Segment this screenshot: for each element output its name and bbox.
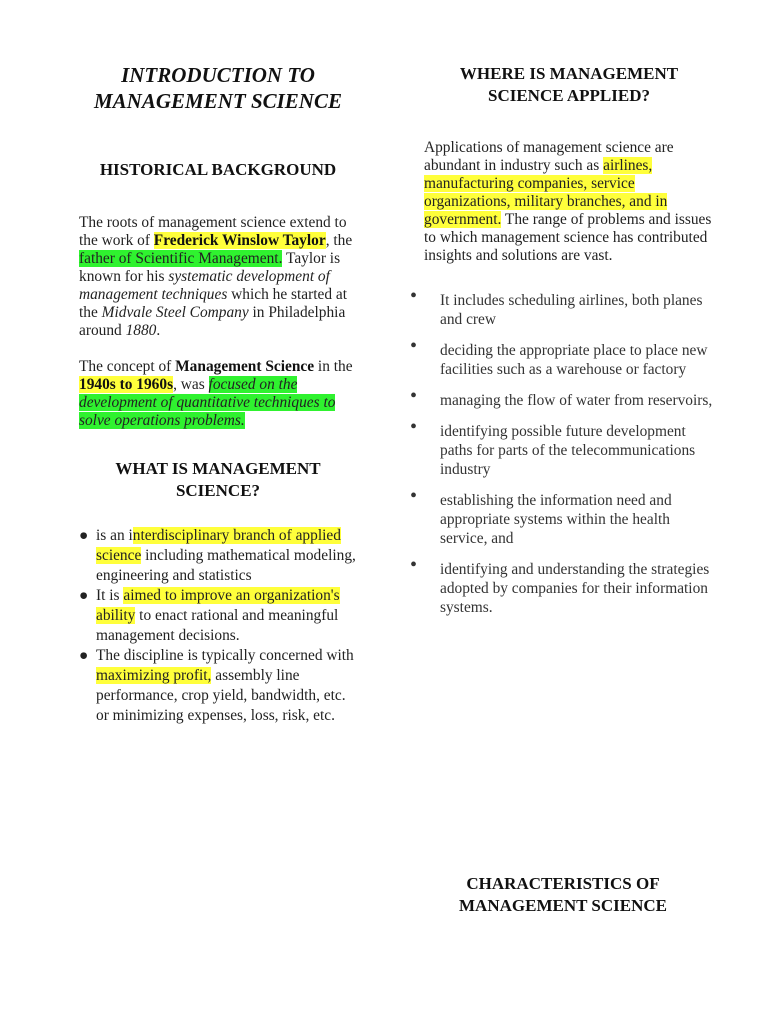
text-run: . <box>156 322 161 339</box>
applications-highlight: airlines, manufacturing companies, service organizations, military branches, and in government. <box>424 157 668 228</box>
document-title: INTRODUCTION TO MANAGEMENT SCIENCE <box>94 63 342 113</box>
list-item <box>410 554 714 617</box>
text-run: The roots of management science extend to the work of <box>79 214 347 249</box>
where-applied-heading: WHERE IS MANAGEMENT SCIENCE APPLIED? <box>459 64 679 105</box>
father-of-sm-highlight: father of Scientific Management. <box>79 250 283 267</box>
list-item <box>410 485 714 548</box>
bullet-dot-icon: • <box>410 385 418 407</box>
text-run: , was <box>173 376 209 393</box>
list-item-text: deciding the appropriate place to place new facilities such as a warehouse or factory <box>440 342 708 378</box>
bullet-dot-icon: • <box>410 485 418 507</box>
text-run: The discipline is typically concerned with <box>96 647 354 664</box>
text-run: , the <box>325 232 353 249</box>
left-column <box>79 62 357 726</box>
taylor-name-highlight: Frederick Winslow Taylor <box>153 232 326 249</box>
bullet-dot-icon: ● <box>79 587 89 604</box>
focus-highlight: focused on the development of quantitative techniques to solve operations problems. <box>79 376 336 429</box>
bullet-dot-icon: ● <box>79 527 89 544</box>
list-item <box>410 385 714 410</box>
list-item <box>79 526 357 586</box>
text-run: Applications of management science are abundant in industry such as <box>424 139 674 174</box>
list-item <box>410 285 714 329</box>
text-run: Taylor is known for his <box>79 250 341 285</box>
what-is-ms-heading: WHAT IS MANAGEMENT SCIENCE? <box>115 459 321 500</box>
year-italic: 1880 <box>125 322 157 339</box>
historical-paragraph-2 <box>79 358 357 430</box>
highlight: maximizing profit, <box>96 667 212 684</box>
text-run: It is <box>96 587 124 604</box>
text-run: which he started at the <box>79 286 347 321</box>
historical-paragraph-1 <box>79 214 357 340</box>
applications-list <box>410 285 714 617</box>
applications-paragraph <box>424 139 714 265</box>
text-run: assembly line performance, crop yield, bandwidth, etc. or minimizing expenses, loss, risk, etc. <box>96 667 346 724</box>
list-item <box>410 335 714 379</box>
list-item-text: identifying possible future development paths for parts of the telecommunications industry <box>440 423 696 478</box>
text-run: is an i <box>96 527 133 544</box>
list-item <box>79 646 357 726</box>
text-run: to enact rational and meaningful management decisions. <box>96 607 339 644</box>
what-is-ms-list <box>79 526 357 726</box>
text-run: in Philadelphia around <box>79 304 346 339</box>
list-item-text: managing the flow of water from reservoirs, <box>440 392 713 409</box>
list-item <box>79 586 357 646</box>
text-run: The concept of <box>79 358 176 375</box>
highlight: nterdisciplinary branch of applied science <box>96 527 341 564</box>
text-run: The range of problems and issues to which management science has contributed insights and solutions are vast. <box>424 211 712 264</box>
text-run: including mathematical modeling, engineering and statistics <box>96 547 356 584</box>
highlight: aimed to improve an organization's ability <box>96 587 340 624</box>
list-item-text: It includes scheduling airlines, both planes and crew <box>440 292 703 328</box>
bullet-dot-icon: • <box>410 416 418 438</box>
bullet-dot-icon: • <box>410 554 418 576</box>
era-highlight: 1940s to 1960s <box>79 376 174 393</box>
systematic-italic: systematic development of management techniques <box>79 268 330 303</box>
bullet-dot-icon: • <box>410 335 418 357</box>
historical-background-heading: HISTORICAL BACKGROUND <box>99 160 337 179</box>
concept-bold: Management Science <box>175 358 315 375</box>
text-run: in the <box>314 358 353 375</box>
right-column <box>410 63 714 629</box>
list-item-text: identifying and understanding the strategies adopted by companies for their information systems. <box>440 561 710 616</box>
bullet-dot-icon: • <box>410 285 418 307</box>
characteristics-heading: CHARACTERISTICS OF MANAGEMENT SCIENCE <box>459 874 667 915</box>
list-item-text: establishing the information need and appropriate systems within the health service, and <box>440 492 672 547</box>
bullet-dot-icon: ● <box>79 647 89 664</box>
list-item <box>410 416 714 479</box>
company-italic: Midvale Steel Company <box>101 304 249 321</box>
